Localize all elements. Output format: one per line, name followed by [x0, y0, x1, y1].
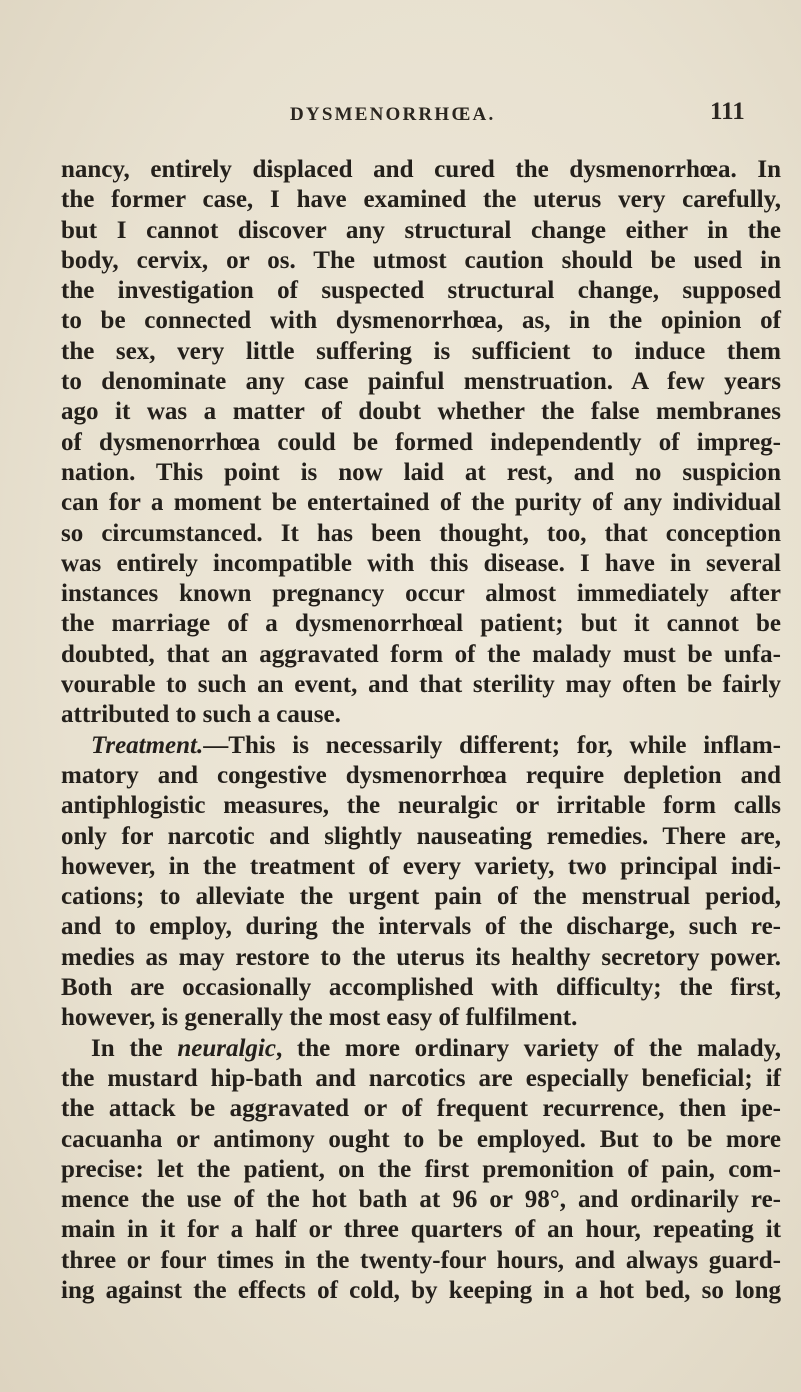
text-line: ago it was a matter of doubt whether the false membranes — [61, 398, 781, 426]
text-line: mence the use of the hot bath at 96 or 98°, and ordinarily re- — [61, 1186, 781, 1214]
body-text — [61, 155, 781, 1306]
text-line: and to employ, during the intervals of the discharge, such re- — [61, 913, 781, 941]
text-line: the former case, I have examined the uterus very carefully, — [61, 186, 781, 214]
text-line: medies as may restore to the uterus its healthy secretory power. — [61, 943, 781, 971]
text-line: the mustard hip-bath and narcotics are especially beneficial; if — [61, 1064, 781, 1092]
text-line: antiphlogistic measures, the neuralgic or irritable form calls — [61, 792, 781, 820]
text-line: precise: let the patient, on the first premonition of pain, com- — [61, 1155, 781, 1183]
text-line: however, is generally the most easy of fulfilment. — [61, 1004, 578, 1032]
text-line: however, in the treatment of every variety, two principal indi- — [61, 852, 781, 880]
text-line: to be connected with dysmenorrhœa, as, in the opinion of — [61, 307, 781, 335]
text-line: matory and congestive dysmenorrhœa require depletion and — [61, 761, 781, 789]
text-line: the marriage of a dysmenorrhœal patient; but it cannot be — [61, 610, 781, 638]
text-line: Both are occasionally accomplished with difficulty; the first, — [61, 974, 781, 1002]
text-line: nation. This point is now laid at rest, and no suspicion — [61, 458, 781, 486]
treatment-text: —This is necessarily different; for, while inflam- — [203, 731, 781, 759]
running-head-title: DYSMENORRHŒA. — [290, 104, 496, 125]
text-line: of dysmenorrhœa could be formed independently of impreg- — [61, 428, 781, 456]
text-line: only for narcotic and slightly nauseating remedies. There are, — [61, 822, 781, 850]
text-line: the attack be aggravated or of frequent recurrence, then ipe- — [61, 1095, 781, 1123]
neuralgic-word: neuralgic — [177, 1034, 276, 1062]
text-line: instances known pregnancy occur almost immediately after — [61, 580, 781, 608]
page-number: 111 — [710, 98, 745, 125]
text-line: was entirely incompatible with this disease. I have in several — [61, 549, 781, 577]
text-line: cations; to alleviate the urgent pain of the menstrual period, — [61, 883, 781, 911]
text-line: to denominate any case painful menstruation. A few years — [61, 368, 781, 396]
text-line: vourable to such an event, and that sterility may often be fairly — [61, 671, 781, 699]
text-line: cacuanha or antimony ought to be employed. But to be more — [61, 1125, 781, 1153]
text-line: nancy, entirely displaced and cured the dysmenorrhœa. In — [61, 156, 781, 183]
text-line: main in it for a half or three quarters of an hour, repeating it — [61, 1216, 781, 1244]
text-line: three or four times in the twenty-four hours, and always guard- — [61, 1246, 781, 1274]
text-line: body, cervix, or os. The utmost caution should be used in — [61, 246, 781, 274]
text-line: so circumstanced. It has been thought, too, that conception — [61, 519, 781, 547]
running-head — [0, 98, 801, 138]
text-line: the sex, very little suffering is sufficient to induce them — [61, 337, 781, 365]
neuralgic-line — [61, 1034, 781, 1064]
treatment-heading: Treatment. — [91, 731, 204, 759]
text-line: can for a moment be entertained of the purity of any individual — [61, 489, 781, 517]
text-line: the investigation of suspected structural change, supposed — [61, 277, 781, 305]
treatment-line — [61, 731, 781, 761]
text-line: but I cannot discover any structural change either in the — [61, 216, 781, 244]
neuralgic-prefix: In the — [91, 1034, 178, 1062]
text-line: doubted, that an aggravated form of the malady must be unfa- — [61, 640, 781, 668]
text-line: ing against the effects of cold, by keeping in a hot bed, so long — [61, 1276, 781, 1304]
text-line: attributed to such a cause. — [61, 701, 341, 729]
neuralgic-suffix: , the more ordinary variety of the malady, — [275, 1034, 781, 1062]
